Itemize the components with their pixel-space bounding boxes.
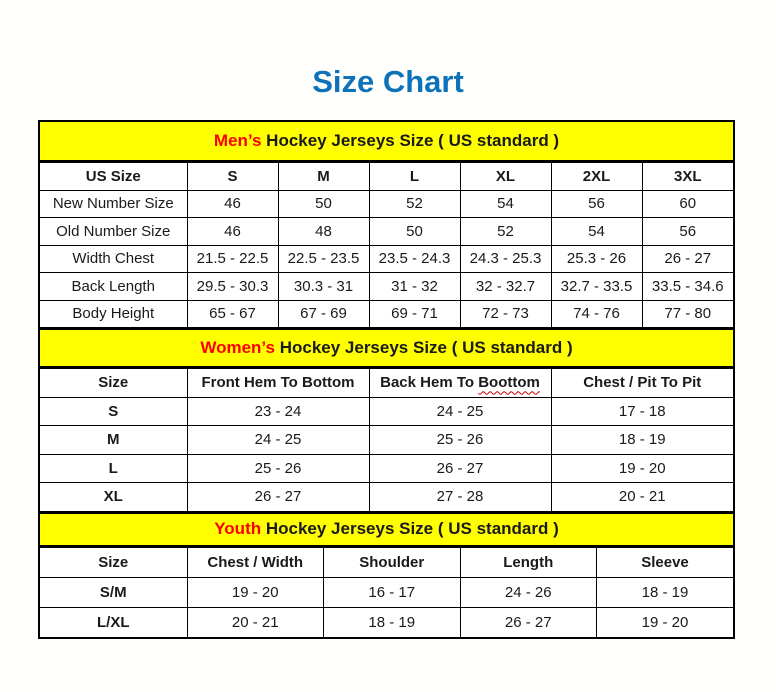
youth-value-cell: 19 - 20 <box>597 607 734 637</box>
youth-value-cell: 19 - 20 <box>187 577 324 607</box>
womens-header-cell-text: Back Hem To <box>380 374 479 392</box>
womens-row-label: XL <box>40 483 187 512</box>
womens-value-cell: 24 - 25 <box>187 426 369 455</box>
mens-value-cell: 52 <box>460 218 551 246</box>
mens-value-cell: 32 - 32.7 <box>460 273 551 301</box>
mens-header-cell: US Size <box>40 163 187 191</box>
mens-value-cell: 77 - 80 <box>642 300 733 328</box>
mens-row <box>40 300 733 328</box>
mens-value-cell: 65 - 67 <box>187 300 278 328</box>
womens-banner-text: Hockey Jerseys Size ( US standard ) <box>274 338 573 357</box>
mens-header-cell: 3XL <box>642 163 733 191</box>
youth-header-cell: Length <box>460 547 597 577</box>
womens-row <box>40 454 733 483</box>
youth-value-cell: 16 - 17 <box>324 577 461 607</box>
youth-row-label: L/XL <box>40 607 187 637</box>
mens-value-cell: 46 <box>187 218 278 246</box>
womens-header-cell <box>369 369 551 398</box>
youth-header-cell: Chest / Width <box>187 547 324 577</box>
youth-row <box>40 607 733 637</box>
mens-row-label: Body Height <box>40 300 187 328</box>
youth-value-cell: 20 - 21 <box>187 607 324 637</box>
mens-row <box>40 273 733 301</box>
womens-value-cell: 24 - 25 <box>369 397 551 426</box>
mens-section <box>40 122 733 328</box>
youth-value-cell: 26 - 27 <box>460 607 597 637</box>
mens-banner <box>40 122 733 162</box>
womens-value-cell: 27 - 28 <box>369 483 551 512</box>
youth-table <box>40 547 733 637</box>
womens-header-cell: Chest / Pit To Pit <box>551 369 733 398</box>
womens-table <box>40 368 733 512</box>
mens-value-cell: 52 <box>369 190 460 218</box>
mens-value-cell: 60 <box>642 190 733 218</box>
womens-value-cell: 25 - 26 <box>187 454 369 483</box>
womens-row <box>40 397 733 426</box>
mens-row-label: Width Chest <box>40 245 187 273</box>
youth-header-cell: Shoulder <box>324 547 461 577</box>
mens-table <box>40 162 733 328</box>
womens-row-label: L <box>40 454 187 483</box>
mens-value-cell: 31 - 32 <box>369 273 460 301</box>
mens-row <box>40 218 733 246</box>
womens-value-cell: 19 - 20 <box>551 454 733 483</box>
mens-value-cell: 24.3 - 25.3 <box>460 245 551 273</box>
womens-header-misspelled-word: Boottom <box>478 374 540 392</box>
youth-section <box>40 512 733 637</box>
womens-value-cell: 26 - 27 <box>187 483 369 512</box>
womens-value-cell: 25 - 26 <box>369 426 551 455</box>
mens-row <box>40 190 733 218</box>
womens-row-label: S <box>40 397 187 426</box>
mens-value-cell: 54 <box>460 190 551 218</box>
womens-value-cell: 17 - 18 <box>551 397 733 426</box>
womens-row-label: M <box>40 426 187 455</box>
mens-header-cell: 2XL <box>551 163 642 191</box>
mens-row-label: Back Length <box>40 273 187 301</box>
youth-banner <box>40 512 733 547</box>
womens-row <box>40 426 733 455</box>
womens-value-cell: 20 - 21 <box>551 483 733 512</box>
mens-row-label: Old Number Size <box>40 218 187 246</box>
mens-value-cell: 30.3 - 31 <box>278 273 369 301</box>
womens-row <box>40 483 733 512</box>
youth-header-cell: Size <box>40 547 187 577</box>
youth-value-cell: 18 - 19 <box>597 577 734 607</box>
size-chart-table <box>38 120 735 639</box>
womens-header-cell: Front Hem To Bottom <box>187 369 369 398</box>
youth-value-cell: 24 - 26 <box>460 577 597 607</box>
mens-value-cell: 50 <box>278 190 369 218</box>
womens-value-cell: 23 - 24 <box>187 397 369 426</box>
mens-value-cell: 56 <box>642 218 733 246</box>
mens-row-label: New Number Size <box>40 190 187 218</box>
mens-header-cell: L <box>369 163 460 191</box>
womens-banner-highlight: Women’s <box>200 338 275 357</box>
mens-value-cell: 74 - 76 <box>551 300 642 328</box>
mens-header-cell: S <box>187 163 278 191</box>
womens-value-cell: 26 - 27 <box>369 454 551 483</box>
youth-value-cell: 18 - 19 <box>324 607 461 637</box>
mens-value-cell: 21.5 - 22.5 <box>187 245 278 273</box>
mens-value-cell: 22.5 - 23.5 <box>278 245 369 273</box>
page-title: Size Chart <box>312 64 464 99</box>
mens-value-cell: 46 <box>187 190 278 218</box>
womens-section <box>40 328 733 512</box>
mens-value-cell: 25.3 - 26 <box>551 245 642 273</box>
mens-value-cell: 29.5 - 30.3 <box>187 273 278 301</box>
youth-header-cell: Sleeve <box>597 547 734 577</box>
mens-banner-highlight: Men’s <box>213 131 262 150</box>
mens-header-cell: XL <box>460 163 551 191</box>
mens-value-cell: 23.5 - 24.3 <box>369 245 460 273</box>
mens-value-cell: 67 - 69 <box>278 300 369 328</box>
youth-row-label: S/M <box>40 577 187 607</box>
mens-value-cell: 50 <box>369 218 460 246</box>
womens-value-cell: 18 - 19 <box>551 426 733 455</box>
mens-value-cell: 56 <box>551 190 642 218</box>
mens-value-cell: 72 - 73 <box>460 300 551 328</box>
mens-banner-text: Hockey Jerseys Size ( US standard ) <box>261 131 560 150</box>
mens-value-cell: 48 <box>278 218 369 246</box>
mens-row <box>40 245 733 273</box>
youth-banner-text: Hockey Jerseys Size ( US standard ) <box>261 519 559 538</box>
mens-value-cell: 54 <box>551 218 642 246</box>
mens-value-cell: 69 - 71 <box>369 300 460 328</box>
womens-header-cell: Size <box>40 369 187 398</box>
mens-header-cell: M <box>278 163 369 191</box>
womens-banner <box>40 328 733 368</box>
youth-banner-highlight: Youth <box>214 519 262 538</box>
mens-value-cell: 32.7 - 33.5 <box>551 273 642 301</box>
youth-row <box>40 577 733 607</box>
mens-value-cell: 33.5 - 34.6 <box>642 273 733 301</box>
mens-value-cell: 26 - 27 <box>642 245 733 273</box>
